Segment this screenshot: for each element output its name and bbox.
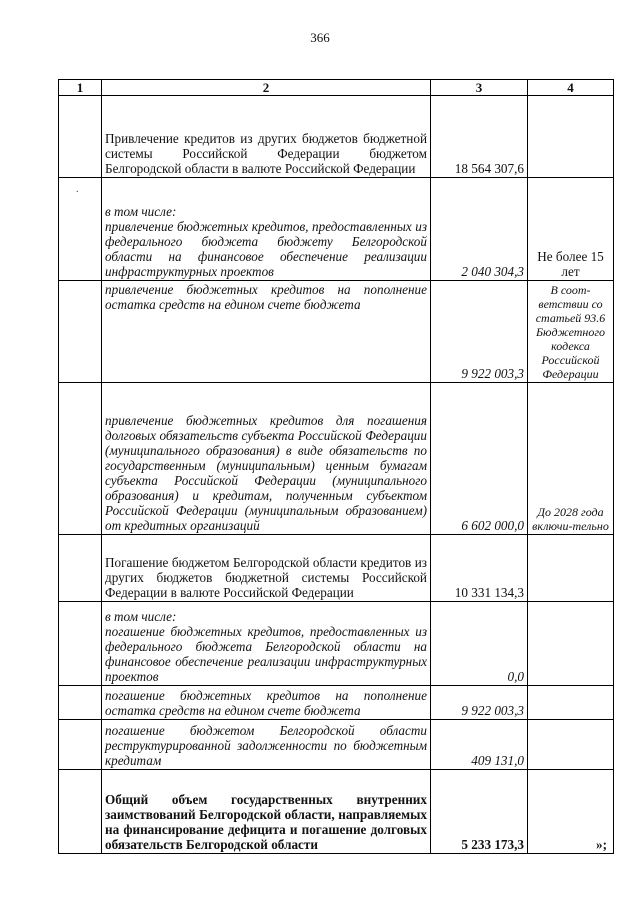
page-number: 366 <box>310 30 330 45</box>
note-cell <box>528 535 614 602</box>
row-description: Привлечение кредитов из других бюджетов бюджетной системы Российской Федерации бюджетом Белгородской области в валюте Российской Федерации <box>105 131 427 176</box>
column-header-3: 3 <box>431 80 528 96</box>
row-amount: 409 131,0 <box>471 753 524 768</box>
table-row <box>59 383 614 535</box>
row-number-cell <box>59 96 102 178</box>
row-number-cell <box>59 535 102 602</box>
amount-cell <box>431 281 528 383</box>
row-number-cell <box>59 770 102 854</box>
row-amount: 0,0 <box>507 669 524 684</box>
table-row <box>59 720 614 770</box>
row-note: »; <box>596 837 607 852</box>
note-cell <box>528 686 614 720</box>
description-cell <box>102 96 431 178</box>
table-row <box>59 770 614 854</box>
column-header-1: 1 <box>59 80 102 96</box>
table-row <box>59 96 614 178</box>
note-cell <box>528 96 614 178</box>
row-description: привлечение бюджетных кредитов для погашения долговых обязательств субъекта Российской Федерации (муниципального образования) в виде обязательств по государственным (муниципальным) ценным бумагам субъекта Российской Федерации (муниципального образования) и кредитам, полученным субъектом Российской Федерации (муниципальным образованием) от кредитных организаций <box>105 413 427 533</box>
table-header-row <box>59 80 614 96</box>
amount-cell <box>431 686 528 720</box>
row-description: Общий объем государственных внутренних заимствований Белгородской области, направляемых на финансирование дефицита и погашение долговых обязательств Белгородской области <box>105 792 427 852</box>
row-description: погашение бюджетных кредитов на пополнение остатка средств на едином счете бюджета <box>105 688 427 718</box>
row-amount: 5 233 173,3 <box>461 837 524 852</box>
row-note: В соот-ветствии со статьей 93.6 Бюджетного кодекса Российской Федерации <box>535 283 606 381</box>
borrowing-table <box>58 79 614 854</box>
table-row <box>59 602 614 686</box>
description-cell <box>102 383 431 535</box>
table-row <box>59 281 614 383</box>
row-amount: 10 331 134,3 <box>454 585 524 600</box>
note-cell <box>528 770 614 854</box>
row-description: привлечение бюджетных кредитов на пополнение остатка средств на едином счете бюджета <box>105 282 427 312</box>
note-cell <box>528 281 614 383</box>
row-description: Погашение бюджетом Белгородской области кредитов из других бюджетов бюджетной системы Российской Федерации в валюте Российской Федерации <box>105 555 427 600</box>
row-number-cell <box>59 281 102 383</box>
row-amount: 9 922 003,3 <box>461 703 524 718</box>
row-amount: 18 564 307,6 <box>454 161 524 176</box>
row-amount: 6 602 000,0 <box>461 518 524 533</box>
table-row <box>59 535 614 602</box>
row-amount: 2 040 304,3 <box>461 264 524 279</box>
table-row <box>59 178 614 281</box>
amount-cell <box>431 96 528 178</box>
note-cell <box>528 720 614 770</box>
amount-cell <box>431 720 528 770</box>
description-cell <box>102 602 431 686</box>
note-cell <box>528 178 614 281</box>
margin-mark: . <box>76 184 79 195</box>
description-cell <box>102 281 431 383</box>
amount-cell <box>431 383 528 535</box>
amount-cell <box>431 178 528 281</box>
description-cell <box>102 770 431 854</box>
row-number-cell <box>59 686 102 720</box>
row-number-cell <box>59 178 102 281</box>
row-number-cell <box>59 383 102 535</box>
amount-cell <box>431 535 528 602</box>
table-row <box>59 686 614 720</box>
row-description: погашение бюджетом Белгородской области реструктурированной задолженности по бюджетным кредитам <box>105 723 427 768</box>
amount-cell <box>431 602 528 686</box>
row-note: До 2028 года включи-тельно <box>532 505 609 533</box>
row-number-cell <box>59 720 102 770</box>
column-header-2: 2 <box>102 80 431 96</box>
row-amount: 9 922 003,3 <box>461 366 524 381</box>
note-cell <box>528 383 614 535</box>
column-header-4: 4 <box>528 80 614 96</box>
amount-cell <box>431 770 528 854</box>
description-cell <box>102 686 431 720</box>
row-description: в том числе: привлечение бюджетных кредитов, предоставленных из федерального бюджета бюджету Белгородской области на финансовое обеспечение реализации инфраструктурных проектов <box>105 204 427 279</box>
row-description: в том числе: погашение бюджетных кредитов, предоставленных из федерального бюджета Белгородской области на финансовое обеспечение реализации инфраструктурных проектов <box>105 609 427 684</box>
row-number-cell <box>59 602 102 686</box>
description-cell <box>102 178 431 281</box>
note-cell <box>528 602 614 686</box>
description-cell <box>102 535 431 602</box>
row-note: Не более 15 лет <box>537 249 604 279</box>
description-cell <box>102 720 431 770</box>
